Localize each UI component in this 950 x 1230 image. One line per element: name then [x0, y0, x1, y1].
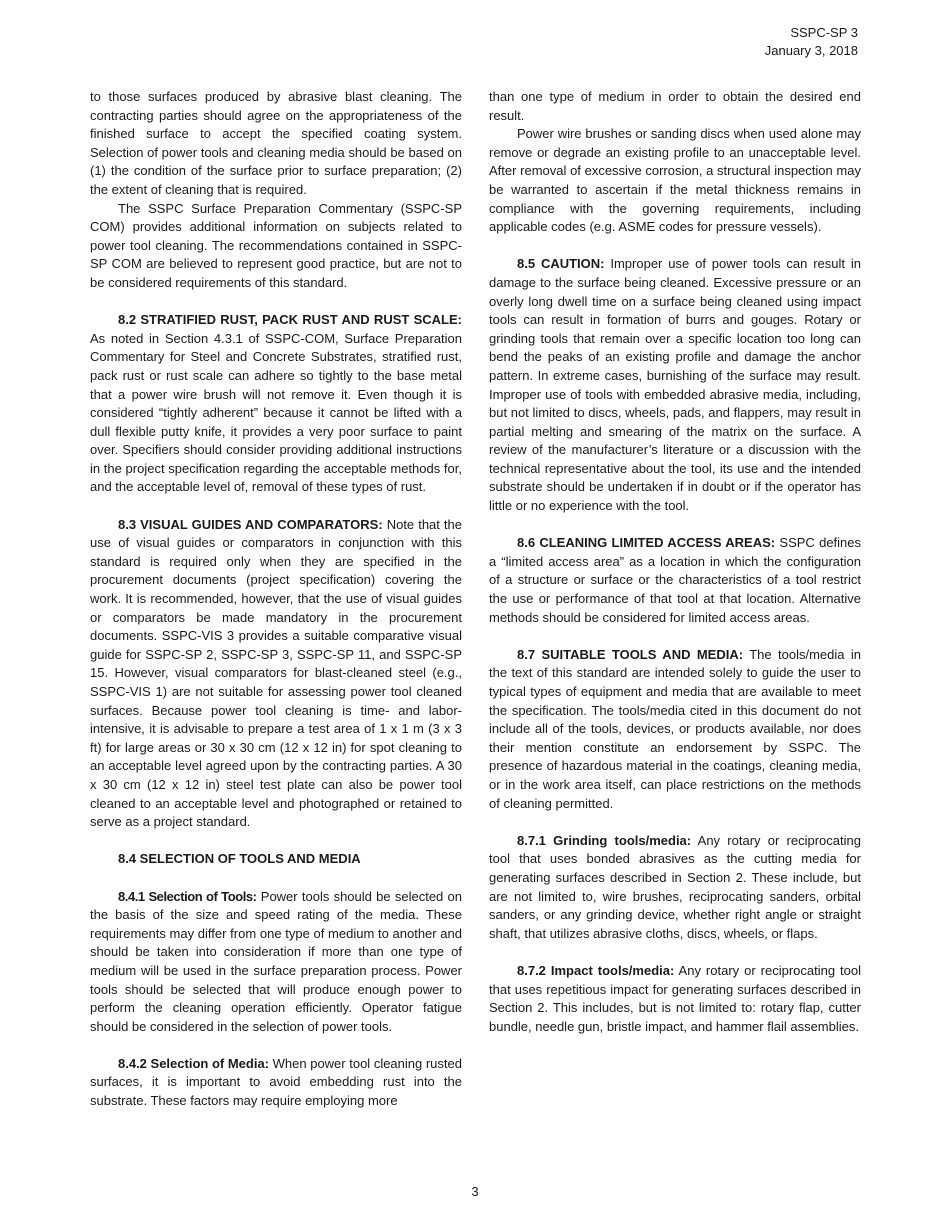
section-8-6-body: SSPC defines a “limited access area” as a location in which the configuration of a structure or surface or the characteristics of a tool restrict the use or performance of that tool at that location. Alternative methods should be considered for limited access areas. [489, 535, 862, 625]
paragraph-continued-right: than one type of medium in order to obtain the desired end result. [489, 89, 861, 123]
section-8-3-heading: 8.3 VISUAL GUIDES AND COMPARATORS: [118, 516, 383, 532]
section-8-7-heading: 8.7 SUITABLE TOOLS AND MEDIA: [517, 646, 744, 662]
section-8-2-heading: 8.2 STRATIFIED RUST, PACK RUST AND RUST SCALE: [118, 312, 462, 328]
section-8-3-body: Note that the use of visual guides or comparators in conjunction with this standard is required only when they are specified in the procurement documents (project specification) covering the work. It is recommended, however, that the use of visual guides or comparators be made mandatory in the procurement documents. SSPC-VIS 3 provides a suitable comparative visual guide for SSPC-SP 2, SSPC-SP 3, SSPC-SP 11, and SSPC-SP 15. However, visual comparators for blast-cleaned steel (e.g., SSPC-VIS 1) are not suitable for assessing power tool cleaned surfaces. Because power tool cleaning is time- and labor-intensive, it is advisable to prepare a test area of 1 x 1 m (3 x 3 ft) for large areas or 30 x 30 cm (12 x 12 in) for spot cleaning to an acceptable level agreed upon by the contracting parties. A 30 x 30 cm (12 x 12 in) steel test plate can also be power tool cleaned to an acceptable level and photographed or retained to serve as a project standard. [90, 516, 462, 830]
section-8-4-2 [90, 1055, 462, 1111]
section-8-6 [489, 534, 861, 627]
section-8-4-1-heading: 8.4.1 Selection of Tools: [118, 888, 257, 904]
section-8-6-heading: 8.6 CLEANING LIMITED ACCESS AREAS: [517, 535, 776, 551]
section-8-7-body: The tools/media in the text of this standard are intended solely to guide the user to typical types of equipment and media that are available to meet the specification. The tools/media cited in this document do not include all of the tools, devices, or products available, nor does their mention constitute an endorsement by SSPC. The presence of hazardous material in the coatings, cleaning media, or in the work area itself, can place restrictions on the methods of cleaning permitted. [489, 646, 861, 811]
section-8-7-2-heading: 8.7.2 Impact tools/media: [517, 962, 675, 978]
section-8-4-2-heading: 8.4.2 Selection of Media: [118, 1055, 270, 1071]
section-8-2-body: As noted in Section 4.3.1 of SSPC-COM, Surface Preparation Commentary for Steel and Concrete Substrates, stratified rust, pack rust or rust scale can adhere so tightly to the base metal that a power wire brush will not remove it. Even though it is considered “tightly adherent” because it cannot be lifted with a dull flexible putty knife, it provides a very poor surface to paint over. Specifiers should consider providing additional instructions in the project specification regarding the acceptable methods for, and the acceptable level of, removal of these types of rust. [90, 330, 462, 495]
document-date: January 3, 2018 [764, 43, 858, 58]
section-8-5 [489, 255, 861, 515]
section-8-4-2-body: When power tool cleaning rusted surfaces, it is important to avoid embedding rust into the substrate. These factors may require employing more [90, 1055, 462, 1109]
left-column [90, 88, 462, 1111]
right-column [489, 88, 861, 1036]
paragraph-commentary: The SSPC Surface Preparation Commentary (SSPC-SP COM) provides additional information on subjects related to power tool cleaning. The recommendations contained in SSPC-SP COM are believed to represent good practice, but are not to be considered requirements of this standard. [90, 200, 462, 290]
section-8-7-1 [489, 832, 861, 944]
section-8-4-1-body: Power tools should be selected on the basis of the size and speed rating of the media. These requirements may differ from one type of medium to another and should be taken into consideration if more than one type of medium will be used in the surface preparation process. Power tools should be selected that will produce enough power to perform the cleaning operation efficiently. Operator fatigue should be considered in the selection of power tools. [90, 888, 462, 1034]
section-8-3 [90, 516, 462, 832]
page-number: 3 [471, 1184, 479, 1199]
section-8-7-1-heading: 8.7.1 Grinding tools/media: [517, 832, 692, 848]
section-8-2 [90, 311, 462, 497]
section-8-7-1-body: Any rotary or reciprocating tool that uses bonded abrasives as the cutting media for generating surfaces described in Section 2. These include, but are not limited to, wire brushes, reciprocating sanders, orbital sanders, or any grinding device, whether right angle or straight shaft, that utilizes abrasive cloths, discs, wheels, or flaps. [489, 832, 861, 941]
section-8-4-heading: 8.4 SELECTION OF TOOLS AND MEDIA [118, 851, 361, 867]
section-8-7-2-body: Any rotary or reciprocating tool that uses repetitious impact for generating surfaces described in Section 2. This includes, but is not limited to: rotary flap, cutter bundle, needle gun, bristle impact, and hammer flail assemblies. [489, 962, 861, 1034]
section-8-7 [489, 646, 861, 813]
section-8-4-1 [90, 888, 462, 1037]
document-id: SSPC-SP 3 [790, 25, 858, 40]
section-8-5-body: Improper use of power tools can result in damage to the surface being cleaned. Excessive pressure or an overly long dwell time on a surface being cleaned using impact tools can result in formation of burrs and gouges. Rotary or grinding tools that remain over a specific location too long can bend the peaks of an existing profile and damage the anchor pattern. In extreme cases, burnishing of the surface may result. Improper use of tools with embedded abrasive media, including, but not limited to discs, wheels, pads, and flappers, may result in partial melting and smearing of the matrix on the surface. A review of the manufacturer’s literature or a discussion with the technical representative about the tool, its use and the intended substrate should be undertaken if in doubt or if the operator has little or no experience with the tool. [489, 256, 862, 514]
section-8-5-heading: 8.5 CAUTION: [517, 256, 605, 272]
paragraph-wire-brushes: Power wire brushes or sanding discs when used alone may remove or degrade an existing profile to an unacceptable level. After removal of excessive corrosion, a structural inspection may be warranted to ascertain if the metal thickness remains in compliance with the governing requirements, including applicable codes (e.g. ASME codes for pressure vessels). [489, 126, 861, 235]
paragraph-continued: to those surfaces produced by abrasive blast cleaning. The contracting parties should agree on the appropriateness of the finished surface to accept the specified coating system. Selection of power tools and cleaning media should be based on (1) the condition of the surface prior to surface preparation; (2) the extent of cleaning that is required. [90, 89, 462, 197]
page-header [765, 24, 858, 60]
section-8-7-2 [489, 962, 861, 1036]
